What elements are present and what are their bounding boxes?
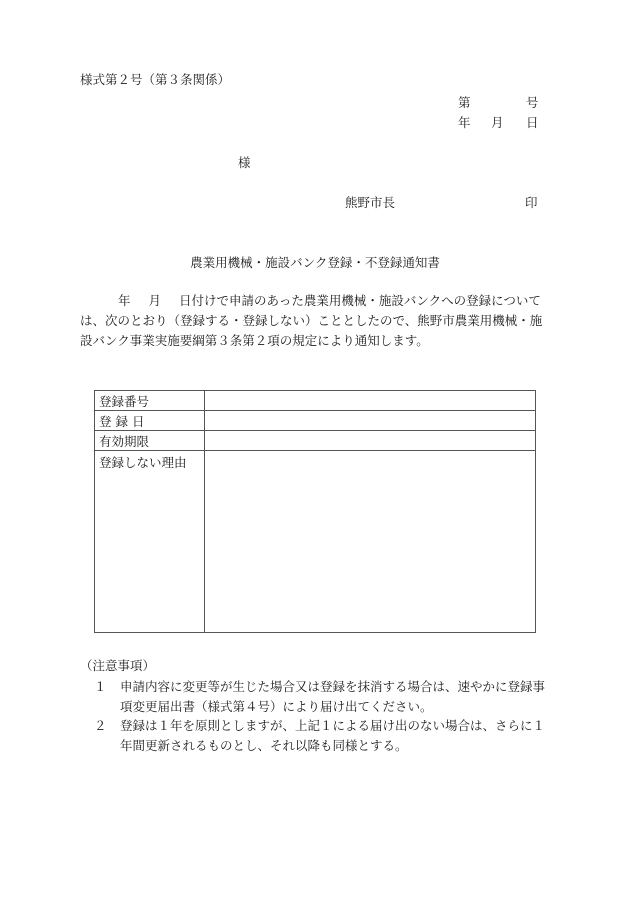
body-text: 日付けで申請のあった農業用機械・施設バンクへの登録については、次のとおり（登録する・登録しない）こととしたので、熊野市農業用機械・施設バンク事業実施要綱第３条第２項の規定により通知します。 bbox=[80, 293, 543, 348]
row-value-rejection-reason bbox=[205, 451, 536, 633]
body-year: 年 bbox=[118, 293, 131, 308]
row-label-expiry-date: 有効期限 bbox=[95, 431, 205, 451]
body-month: 月 bbox=[148, 293, 162, 308]
number-suffix: 号 bbox=[526, 95, 539, 110]
table-row bbox=[95, 411, 536, 431]
form-label: 様式第２号（第３条関係） bbox=[80, 72, 231, 87]
date-day: 日 bbox=[526, 115, 539, 130]
note-number: ２ bbox=[94, 718, 107, 733]
note-item bbox=[94, 716, 550, 756]
row-value-registration-date bbox=[205, 411, 536, 431]
date-year: 年 bbox=[458, 115, 471, 130]
row-label-rejection-reason: 登録しない理由 bbox=[95, 451, 205, 633]
number-prefix: 第 bbox=[458, 95, 471, 110]
table-row bbox=[95, 391, 536, 411]
row-value-expiry-date bbox=[205, 431, 536, 451]
table-row bbox=[95, 431, 536, 451]
row-label-registration-number: 登録番号 bbox=[95, 391, 205, 411]
date-month: 月 bbox=[491, 115, 504, 130]
seal-mark: 印 bbox=[525, 195, 538, 210]
note-number: １ bbox=[94, 679, 107, 694]
note-item bbox=[94, 677, 550, 717]
table-row bbox=[95, 451, 536, 633]
notice-body bbox=[80, 291, 550, 351]
registration-table bbox=[94, 390, 536, 633]
notes-heading: （注意事項） bbox=[80, 658, 156, 673]
row-value-registration-number bbox=[205, 391, 536, 411]
issuer-name: 熊野市長 bbox=[345, 195, 396, 210]
addressee-suffix: 様 bbox=[238, 155, 251, 170]
note-text: 登録は１年を原則としますが、上記１による届け出のない場合は、さらに１年間更新されるものとし、それ以降も同様とする。 bbox=[120, 718, 546, 753]
note-text: 申請内容に変更等が生じた場合又は登録を抹消する場合は、速やかに登録事項変更届出書（様式第４号）により届け出てください。 bbox=[120, 679, 546, 714]
document-title: 農業用機械・施設バンク登録・不登録通知書 bbox=[190, 255, 440, 270]
row-label-registration-date: 登 録 日 bbox=[95, 411, 205, 431]
